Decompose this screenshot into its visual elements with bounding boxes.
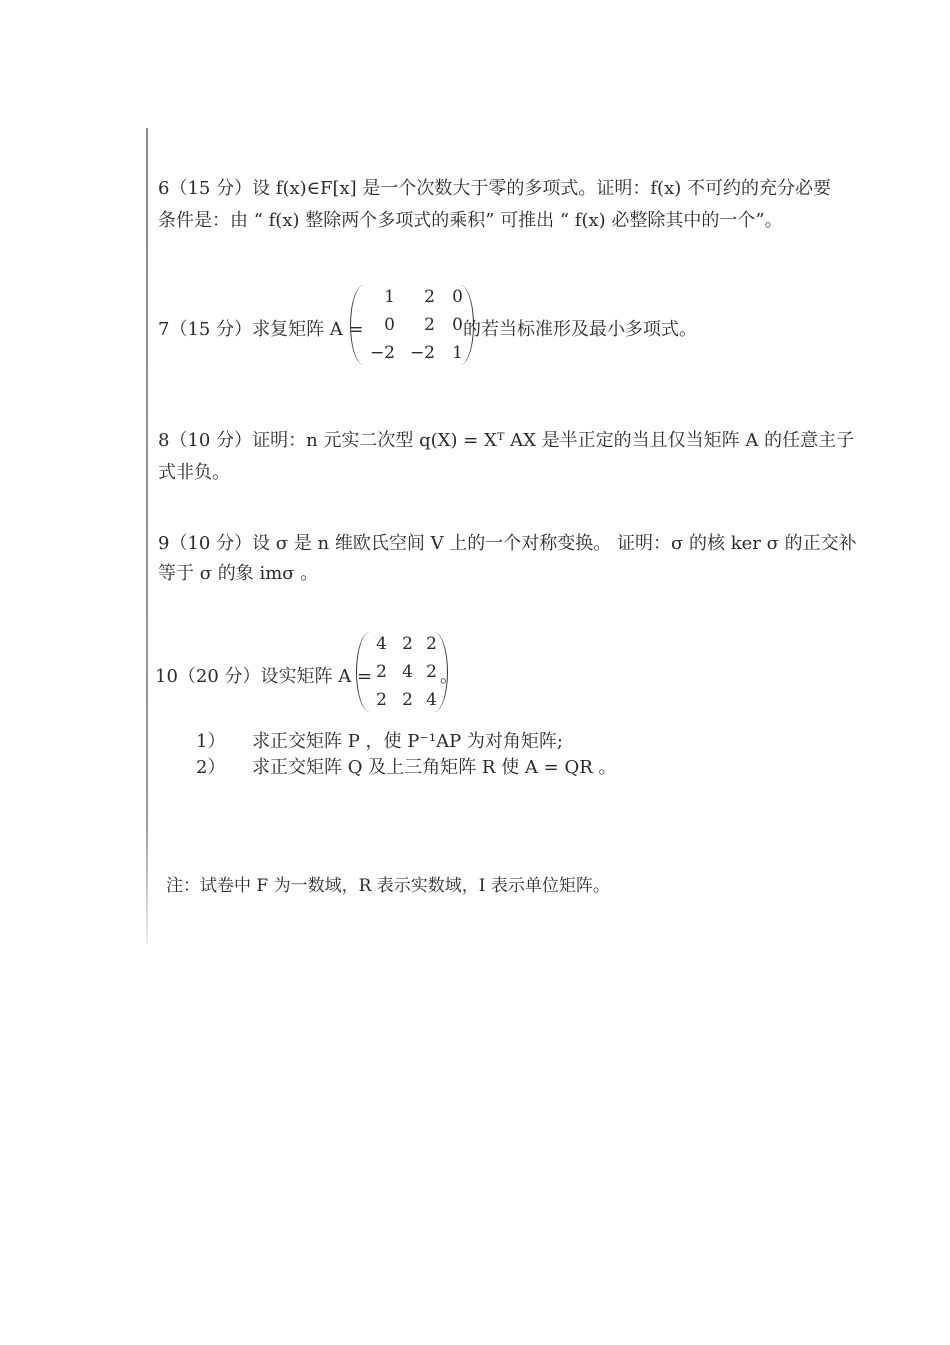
problem-10-prefix: 10（20 分）设实矩阵 A = [155,666,373,687]
problem-8-line-2: 式非负。 [158,462,230,483]
problem-7-matrix [350,285,474,365]
matrix-cell: 4 [426,690,437,710]
problem-7-suffix: 的若当标准形及最小多项式。 [463,319,697,340]
problem-6-line-1: 6（15 分）设 f(x)∈F[x] 是一个次数大于零的多项式。证明：f(x) 不可约的充分必要 [158,178,831,199]
margin-line [146,128,148,943]
matrix-cell: 1 [384,287,395,307]
problem-10-suffix: 。 [440,666,458,687]
matrix-cell: 2 [424,287,435,307]
matrix-cell: 2 [426,634,437,654]
matrix-cell: −2 [369,343,395,363]
matrix-cell: 2 [424,315,435,335]
exam-note: 注：试卷中 F 为一数域，R 表示实数域，I 表示单位矩阵。 [166,876,610,896]
problem-8-line-1: 8（10 分）证明：n 元实二次型 q(X) = Xᵀ AX 是半正定的当且仅当矩阵 A 的任意主子 [158,430,855,451]
problem-6-line-2: 条件是：由 “ f(x) 整除两个多项式的乘积” 可推出 “ f(x) 必整除其中的一个”。 [158,210,783,231]
problem-10-sub-2-number: 2） [196,757,226,778]
matrix-cell: 0 [452,287,463,307]
problem-9-line-1: 9（10 分）设 σ 是 n 维欧氏空间 V 上的一个对称变换。 证明：σ 的核 ker σ 的正交补 [158,533,857,554]
matrix-cell: 1 [452,343,463,363]
matrix-cell: 2 [402,634,413,654]
matrix-cell: 0 [384,315,395,335]
problem-9-line-2: 等于 σ 的象 imσ 。 [158,563,319,584]
problem-10-sub-2-text: 求正交矩阵 Q 及上三角矩阵 R 使 A = QR 。 [252,757,617,778]
matrix-cell: 2 [376,662,387,682]
matrix-cell: 2 [426,662,437,682]
problem-7-prefix: 7（15 分）求复矩阵 A = [158,319,364,340]
matrix-cell: 4 [376,634,387,654]
problem-10-sub-1-number: 1） [196,731,226,752]
matrix-cell: −2 [409,343,435,363]
matrix-cell: 0 [452,315,463,335]
matrix-cell: 2 [376,690,387,710]
problem-10-sub-1-text: 求正交矩阵 P ，使 P⁻¹AP 为对角矩阵; [252,731,563,752]
matrix-cell: 2 [402,690,413,710]
problem-10-matrix [356,632,448,712]
matrix-cell: 4 [402,662,413,682]
